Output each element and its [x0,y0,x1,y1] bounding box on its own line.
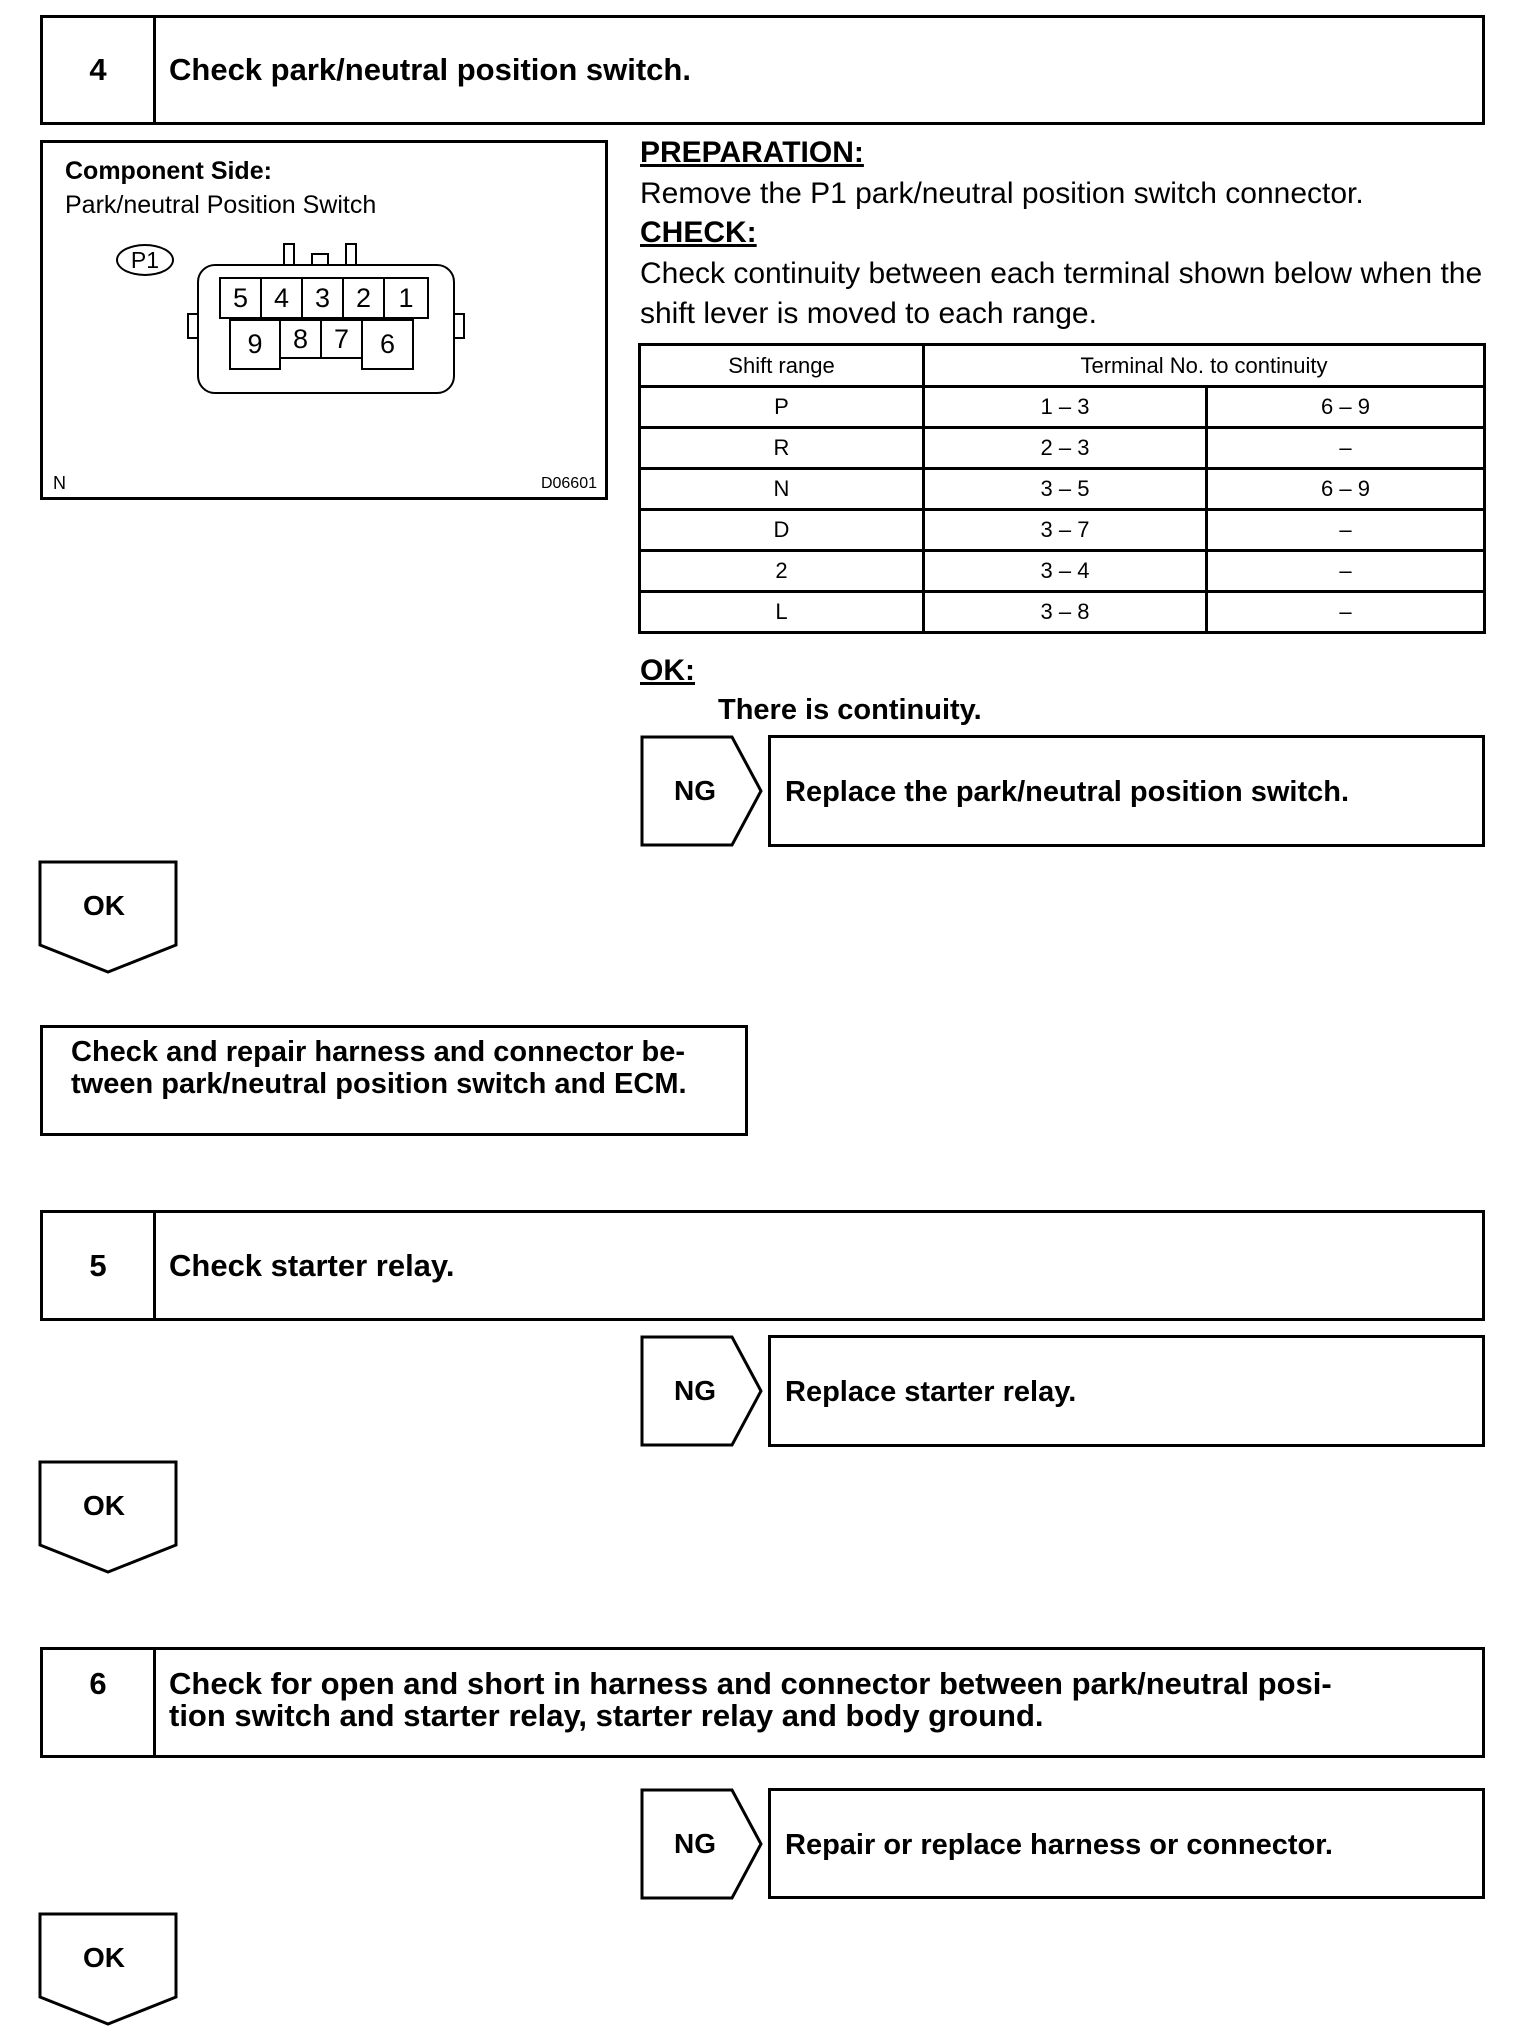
connector-tab [345,243,357,265]
ng-label: NG [674,1375,716,1406]
table-cell: P [640,387,924,428]
ok-label: OK [83,1490,125,1521]
step-title-line1: Check for open and short in harness and connector between park/neutral posi- [169,1666,1332,1701]
step-title: Check starter relay. [169,1247,455,1283]
table-header-row [640,345,1485,387]
table-row [640,592,1485,633]
repair-text-line2: tween park/neutral position switch and ECM. [71,1068,687,1100]
connector-label-text: P1 [130,246,160,273]
check-text-line1: Check continuity between each terminal shown below when the [640,257,1483,290]
action-text: Repair or replace harness or connector. [785,1829,1333,1861]
step-number: 6 [43,1650,156,1755]
component-figure [40,140,608,500]
step-number: 4 [43,18,156,122]
table-cell: 3 – 7 [924,510,1207,551]
preparation-heading: PREPARATION: [640,136,864,169]
table-row [640,387,1485,428]
ok-label: OK [83,890,125,921]
table-cell: 1 – 3 [924,387,1207,428]
table-cell: – [1207,428,1485,469]
pin-7: 7 [320,319,363,359]
action-box [768,735,1485,847]
ng-label: NG [674,1828,716,1859]
connector-lug [455,313,465,339]
pin-8: 8 [279,319,322,359]
table-cell: – [1207,510,1485,551]
table-header: Terminal No. to continuity [924,345,1485,387]
pin-2: 2 [342,277,385,319]
pin-9: 9 [229,319,281,370]
action-text: Replace the park/neutral position switch. [785,776,1350,808]
step-6-header [40,1647,1485,1758]
repair-text-line1: Check and repair harness and connector be- [71,1036,686,1068]
step-number: 5 [43,1213,156,1318]
table-cell: 2 – 3 [924,428,1207,469]
table-cell: 3 – 4 [924,551,1207,592]
figure-corner-left: N [53,473,66,493]
table-cell: 6 – 9 [1207,469,1485,510]
table-cell: 3 – 8 [924,592,1207,633]
step-title: Check park/neutral position switch. [169,52,691,87]
table-row [640,469,1485,510]
table-cell: R [640,428,924,469]
table-cell: – [1207,592,1485,633]
ng-label: NG [674,775,716,806]
pin-1: 1 [383,277,429,319]
ok-label: OK [83,1942,125,1973]
table-cell: D [640,510,924,551]
table-cell: – [1207,551,1485,592]
step-5-header [40,1210,1485,1321]
table-cell: 2 [640,551,924,592]
table-cell: N [640,469,924,510]
pin-5: 5 [219,277,262,319]
ok-heading: OK: [640,654,695,687]
component-subtitle: Park/neutral Position Switch [65,191,377,219]
pin-6: 6 [361,319,414,370]
repair-harness-box [40,1025,748,1136]
table-header: Shift range [640,345,924,387]
table-cell: 3 – 5 [924,469,1207,510]
check-heading: CHECK: [640,216,757,249]
table-row [640,428,1485,469]
action-text: Replace starter relay. [785,1376,1077,1408]
table-row [640,510,1485,551]
table-cell: 6 – 9 [1207,387,1485,428]
table-row [640,551,1485,592]
connector-label [116,244,174,276]
action-box [768,1335,1485,1447]
ok-criterion-text: There is continuity. [718,694,982,726]
connector-lug [187,313,197,339]
preparation-text: Remove the P1 park/neutral position switch connector. [640,177,1364,210]
connector-tab [283,243,295,265]
figure-id: D06601 [540,475,597,492]
table-cell: L [640,592,924,633]
component-heading: Component Side: [65,157,272,185]
action-box [768,1788,1485,1899]
pin-4: 4 [260,277,303,319]
step-4-header [40,15,1485,125]
check-text-line2: shift lever is moved to each range. [640,297,1097,330]
pin-3: 3 [301,277,344,319]
step-title-line2: tion switch and starter relay, starter relay and body ground. [169,1698,1044,1733]
continuity-table [638,343,1486,634]
